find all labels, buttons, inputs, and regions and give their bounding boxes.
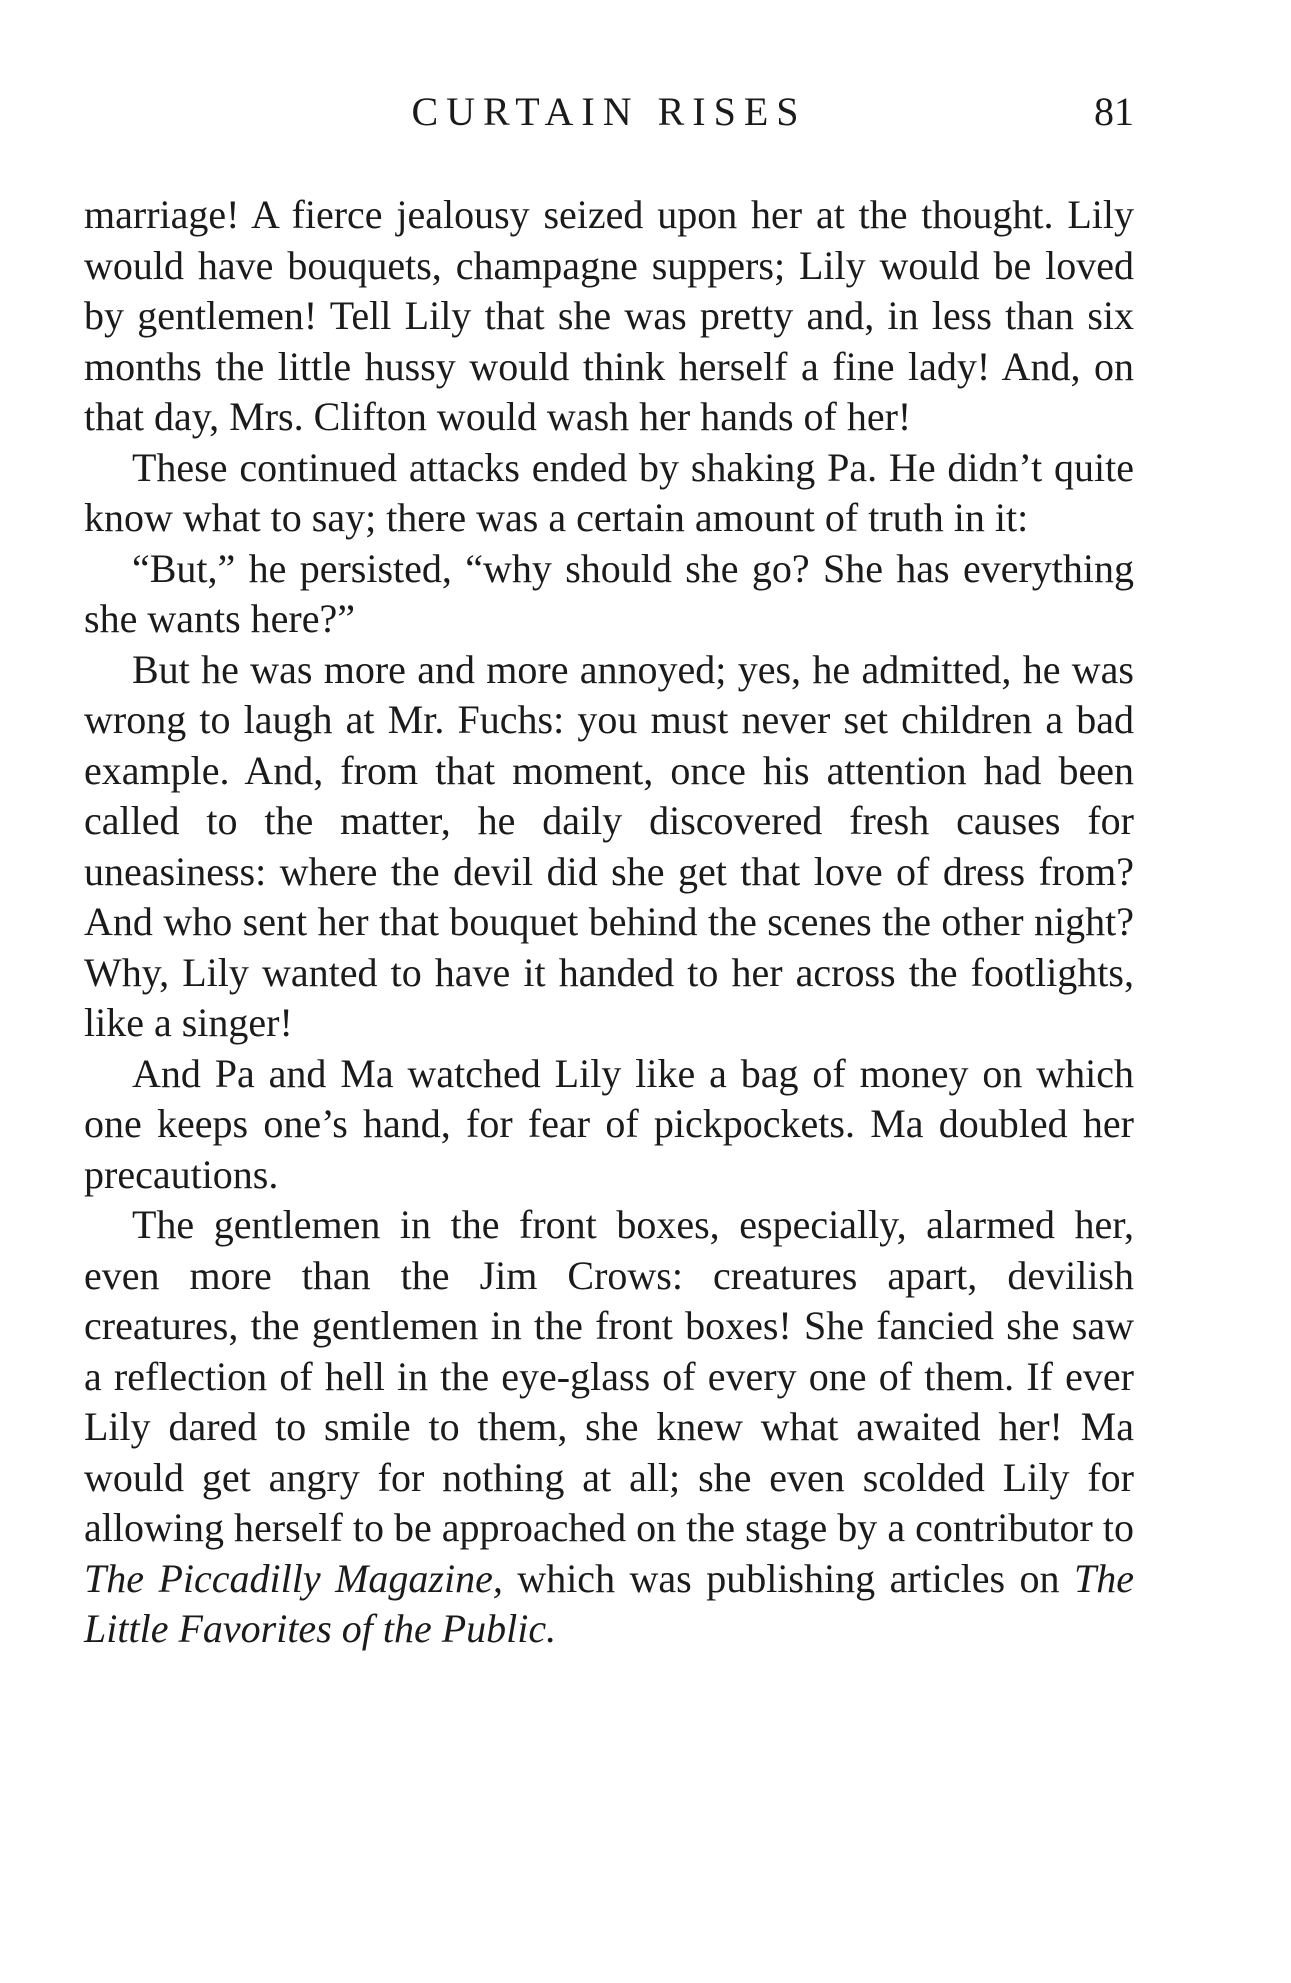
paragraph-3 bbox=[84, 544, 1134, 645]
paragraph-text: “But,” he persisted, “why should she go? She has everything she wants here?” bbox=[84, 545, 1134, 641]
paragraph-2 bbox=[84, 443, 1134, 544]
paragraph-text: But he was more and more annoyed; yes, he admitted, he was wrong to laugh at Mr. Fuchs: you must never set children a bad example. And, from that moment, once his attention had been called to the matter, he daily discovered fresh causes for uneasiness: where the devil did she get that love of dress from? And who sent her that bouquet behind the scenes the other night? Why, Lily wanted to have it handed to her across the footlights, like a singer! bbox=[84, 646, 1134, 1045]
paragraph-6 bbox=[84, 1200, 1134, 1655]
paragraph-text: marriage! A fierce jealousy seized upon her at the thought. Lily would have bouquets, champagne suppers; Lily would be loved by gentlemen! Tell Lily that she was pretty and, in less than six months the little hussy would think herself a fine lady! And, on that day, Mrs. Clifton would wash her hands of her! bbox=[84, 192, 1134, 439]
paragraph-5 bbox=[84, 1049, 1134, 1201]
body-text bbox=[84, 190, 1134, 1655]
paragraph-4 bbox=[84, 645, 1134, 1049]
running-head bbox=[84, 82, 1134, 142]
paragraph-1 bbox=[84, 190, 1134, 443]
paragraph-text: which was publishing articles on bbox=[502, 1555, 1074, 1601]
paragraph-text: These continued attacks ended by shaking Pa. He didn’t quite know what to say; there was a certain amount of truth in it: bbox=[84, 444, 1134, 540]
magazine-title: The Piccadilly Magazine, bbox=[84, 1555, 503, 1601]
paragraph-text: And Pa and Ma watched Lily like a bag of money on which one keeps one’s hand, for fear of pickpockets. Ma doubled her precautions. bbox=[84, 1050, 1134, 1197]
article-title: The Little Favorites of the Public. bbox=[84, 1555, 1134, 1651]
page-number: 81 bbox=[1094, 89, 1134, 134]
running-title: CURTAIN RISES bbox=[411, 89, 807, 134]
paragraph-text: The gentlemen in the front boxes, especially, alarmed her, even more than the Jim Crows: creatures apart, devilish creatures, the gentlemen in the front boxes! She fancied she saw a reflection of hell in the eye-glass of every one of them. If ever Lily dared to smile to them, she knew what awaited her! Ma would get angry for nothing at all; she even scolded Lily for allowing herself to be approached on the stage by a contributor to bbox=[84, 1202, 1134, 1550]
